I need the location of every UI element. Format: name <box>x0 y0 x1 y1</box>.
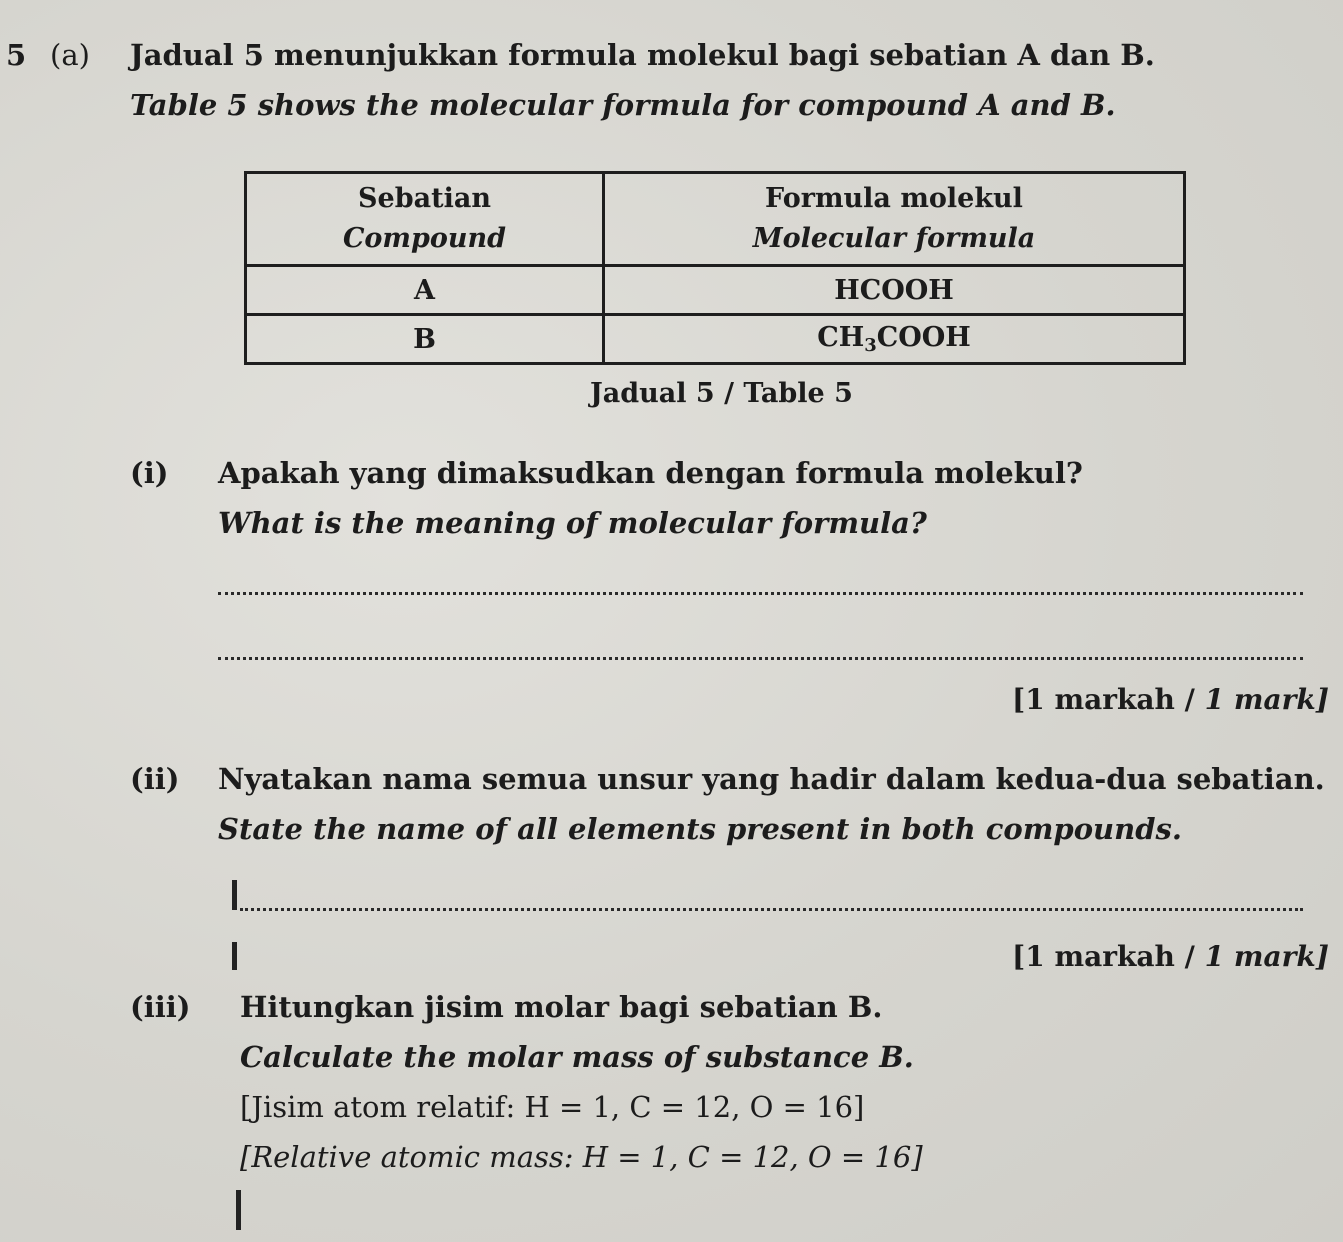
table-header-row <box>246 173 1185 266</box>
pencil-mark <box>232 942 237 970</box>
formula-part: CH <box>817 322 865 353</box>
table-cell-formula: HCOOH <box>604 266 1185 315</box>
table-cell-compound: B <box>246 315 604 364</box>
marks-allocation <box>1012 940 1329 973</box>
question-number: 5 <box>6 38 27 72</box>
marks-malay: [1 markah / <box>1012 683 1205 716</box>
header-compound-malay: Sebatian <box>358 183 491 214</box>
marks-malay: [1 markah / <box>1012 940 1205 973</box>
marks-english: 1 mark] <box>1204 683 1330 716</box>
pencil-mark <box>236 1190 241 1230</box>
table-caption: Jadual 5 / Table 5 <box>590 378 853 409</box>
subquestion-iii-malay: Hitungkan jisim molar bagi sebatian B. <box>240 990 883 1024</box>
pencil-mark <box>232 880 237 910</box>
table-row <box>246 266 1185 315</box>
formula-part: COOH <box>876 322 971 353</box>
subquestion-iii-english: Calculate the molar mass of substance B. <box>240 1040 914 1074</box>
relative-atomic-mass-malay: [Jisim atom relatif: H = 1, C = 12, O = 16] <box>240 1090 865 1124</box>
subquestion-label-ii: (ii) <box>130 762 180 796</box>
header-compound-english: Compound <box>342 223 507 254</box>
formula-subscript: 3 <box>864 335 877 356</box>
answer-line[interactable] <box>240 908 1303 911</box>
relative-atomic-mass-english: [Relative atomic mass: H = 1, C = 12, O = 16] <box>240 1140 923 1174</box>
question-part: (a) <box>50 38 90 72</box>
table-header-compound <box>246 173 604 266</box>
table-cell-formula <box>604 315 1185 364</box>
table-cell-compound: A <box>246 266 604 315</box>
subquestion-ii-malay: Nyatakan nama semua unsur yang hadir dalam kedua-dua sebatian. <box>218 762 1325 796</box>
subquestion-i-english: What is the meaning of molecular formula? <box>218 506 927 540</box>
subquestion-ii-english: State the name of all elements present in both compounds. <box>218 812 1182 846</box>
subquestion-i-malay: Apakah yang dimaksudkan dengan formula molekul? <box>218 456 1083 490</box>
subquestion-label-iii: (iii) <box>130 990 191 1024</box>
header-formula-english: Molecular formula <box>752 223 1036 254</box>
marks-allocation <box>1012 683 1329 716</box>
molecular-formula-table <box>244 171 1186 365</box>
marks-english: 1 mark] <box>1204 940 1330 973</box>
subquestion-label-i: (i) <box>130 456 169 490</box>
table-header-formula <box>604 173 1185 266</box>
header-formula-malay: Formula molekul <box>765 183 1023 214</box>
answer-line[interactable] <box>218 592 1303 595</box>
answer-line[interactable] <box>218 657 1303 660</box>
table-row <box>246 315 1185 364</box>
question-intro-english: Table 5 shows the molecular formula for compound A and B. <box>130 88 1116 122</box>
question-intro-malay: Jadual 5 menunjukkan formula molekul bagi sebatian A dan B. <box>130 38 1155 72</box>
